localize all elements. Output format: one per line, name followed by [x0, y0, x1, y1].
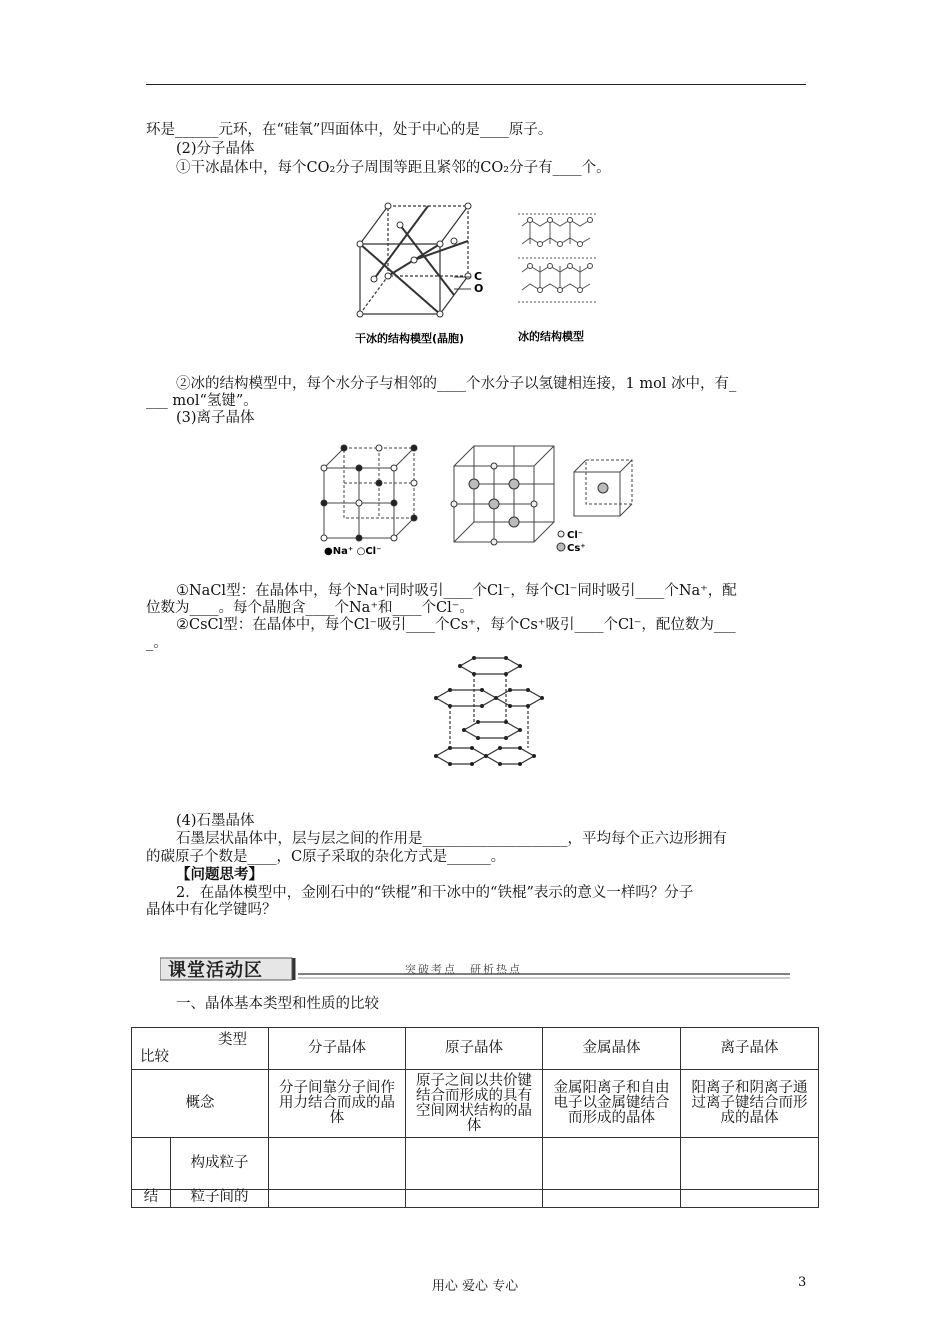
table-cell	[406, 1190, 543, 1208]
header-type-label: 类型	[218, 1032, 247, 1048]
column-header: 金属晶体	[543, 1028, 681, 1070]
o-label: O	[474, 282, 484, 295]
c-label: C	[474, 270, 483, 283]
text-line: 2．在晶体模型中，金刚石中的“铁棍”和干冰中的“铁棍”表示的意义一样吗？分子	[176, 885, 694, 901]
question-heading: 【问题思考】	[176, 866, 263, 883]
text-line: 环是______元环，在“硅氧”四面体中，处于中心的是____原子。	[146, 122, 553, 138]
text-line: 晶体中有化学键吗？	[146, 902, 277, 918]
footer-text: 用心 爱心 专心	[431, 1279, 519, 1294]
page-number: 3	[798, 1275, 807, 1290]
banner-subtitle: 突破考点 研析热点	[405, 963, 522, 976]
section-heading: 一、晶体基本类型和性质的比较	[176, 996, 379, 1012]
text-line: ②冰的结构模型中，每个水分子与相邻的____个水分子以氢键相连接，1 mol 冰中，有_	[176, 376, 737, 392]
row-label: 概念	[132, 1070, 269, 1138]
text-line: 石墨层状晶体中，层与层之间的作用是____________________，平均每个正六边形拥有	[176, 831, 727, 847]
dry-ice-ice-figure	[350, 196, 630, 348]
ionic-crystal-figure	[318, 438, 638, 560]
section-banner	[160, 956, 790, 982]
table-cell: 原子之间以共价键结合而形成的具有空间网状结构的晶体	[406, 1070, 543, 1138]
cl-legend: Cl⁻	[567, 530, 584, 541]
table-row-interactions	[132, 1190, 819, 1208]
ice-caption: 冰的结构模型	[518, 330, 584, 343]
text-line: 位数为____。每个晶胞含____个Na⁺和____个Cl⁻。	[146, 600, 474, 616]
subheading-molecular-crystal: (2)分子晶体	[176, 141, 255, 157]
table-cell	[132, 1138, 171, 1190]
nacl-legend: ●Na⁺ ○Cl⁻	[324, 546, 382, 557]
table-cell	[269, 1138, 406, 1190]
table-row-concept	[132, 1070, 819, 1138]
row-group-label: 结	[132, 1190, 171, 1208]
column-header: 分子晶体	[269, 1028, 406, 1070]
header-compare-label: 比较	[140, 1049, 169, 1065]
column-header: 原子晶体	[406, 1028, 543, 1070]
table-row-particles	[132, 1138, 819, 1190]
text-line: 的碳原子个数是____，C原子采取的杂化方式是______。	[146, 849, 506, 865]
crystal-comparison-table	[131, 1027, 819, 1208]
cs-legend: Cs⁺	[567, 543, 586, 554]
table-cell: 金属阳离子和自由电子以金属键结合而形成的晶体	[543, 1070, 681, 1138]
table-cell	[406, 1138, 543, 1190]
subheading-graphite: (4)石墨晶体	[176, 813, 255, 829]
table-header-row	[132, 1028, 819, 1070]
table-cell	[269, 1190, 406, 1208]
row-label: 粒子间的	[171, 1190, 269, 1208]
dry-ice-caption: 干冰的结构模型(晶胞)	[355, 332, 465, 345]
text-line: ①NaCl型：在晶体中，每个Na⁺同时吸引____个Cl⁻，每个Cl⁻同时吸引____个Na⁺，配	[176, 583, 737, 599]
graphite-figure	[432, 654, 550, 774]
row-label: 构成粒子	[171, 1138, 269, 1190]
text-line: ②CsCl型：在晶体中，每个Cl⁻吸引____个Cs⁺，每个Cs⁺吸引____个Cl⁻，配位数为___	[176, 617, 736, 633]
table-cell: 阳离子和阴离子通过离子键结合而形成的晶体	[681, 1070, 819, 1138]
text-line: _。	[146, 635, 168, 651]
header-corner-cell	[132, 1028, 269, 1070]
table-cell	[681, 1190, 819, 1208]
header-rule	[146, 84, 806, 85]
column-header: 离子晶体	[681, 1028, 819, 1070]
banner-title: 课堂活动区	[168, 960, 263, 981]
table-cell: 分子间靠分子间作用力结合而成的晶体	[269, 1070, 406, 1138]
table-cell	[543, 1190, 681, 1208]
text-line: ___ mol“氢键”。	[146, 393, 258, 409]
subheading-ionic-crystal: (3)离子晶体	[176, 410, 255, 426]
text-line: ①干冰晶体中，每个CO₂分子周围等距且紧邻的CO₂分子有____个。	[176, 160, 611, 176]
table-cell	[543, 1138, 681, 1190]
table-cell	[681, 1138, 819, 1190]
